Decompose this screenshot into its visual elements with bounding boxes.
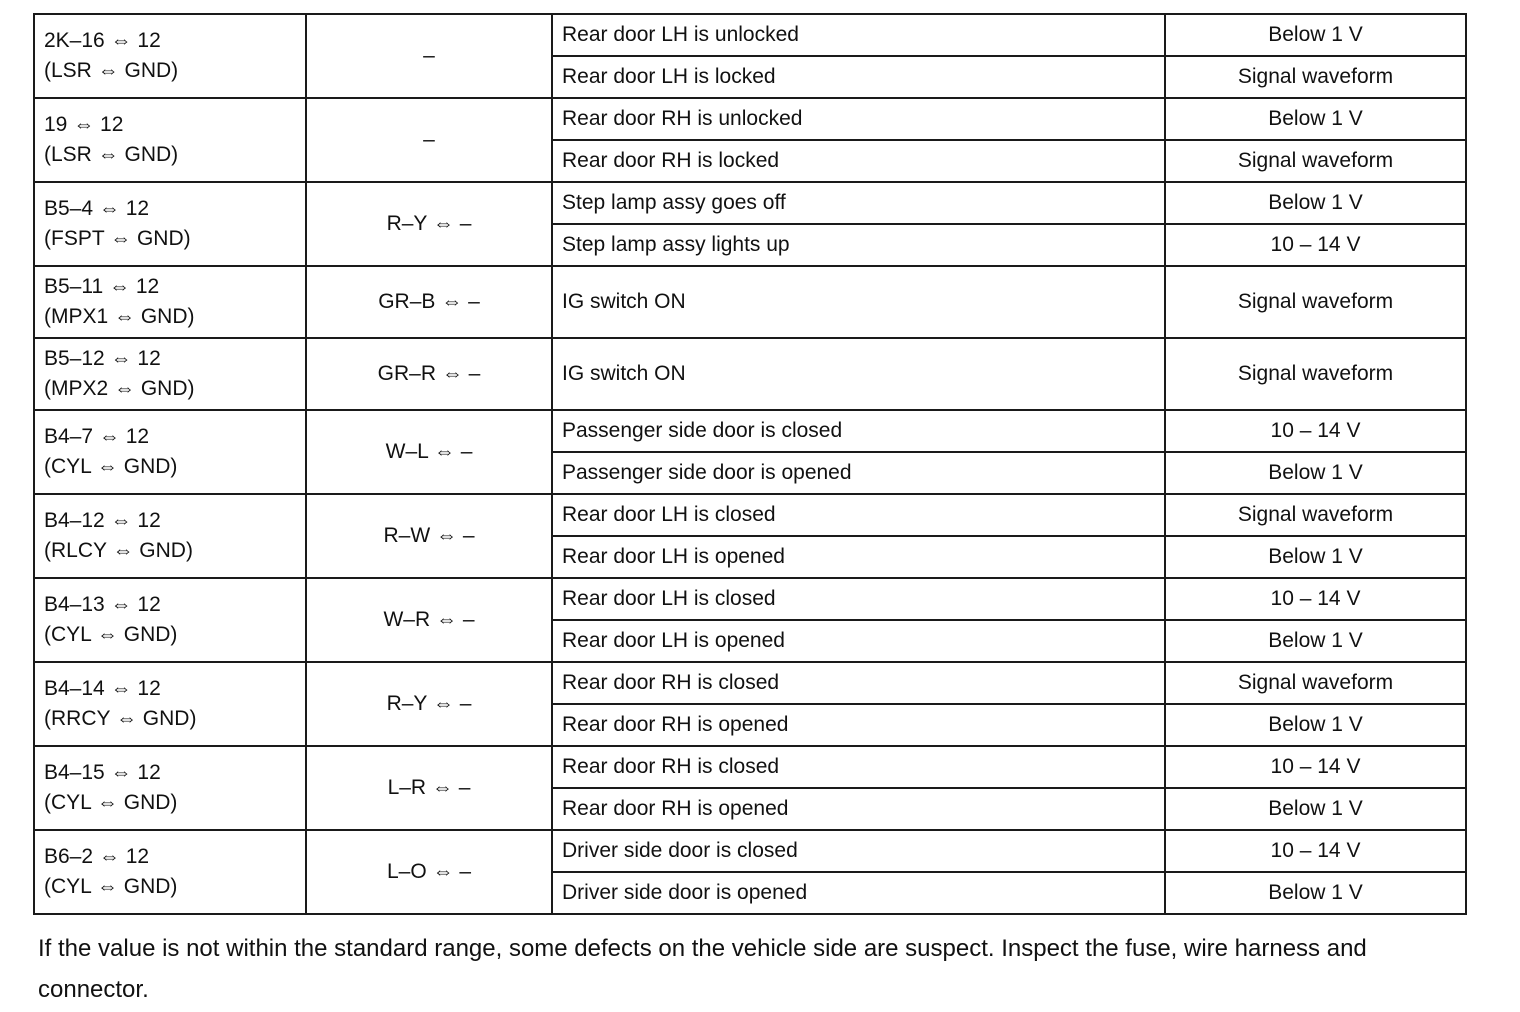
specified-condition-cell: Signal waveform xyxy=(1165,140,1466,182)
condition-cell: Rear door RH is locked xyxy=(552,140,1165,182)
table-row xyxy=(34,182,1466,224)
specified-condition-cell: Below 1 V xyxy=(1165,182,1466,224)
condition-cell: Rear door RH is closed xyxy=(552,746,1165,788)
condition-cell: Rear door RH is closed xyxy=(552,662,1165,704)
terminal-cell xyxy=(34,182,306,266)
wire-color-cell: L–R ⇔ – xyxy=(306,746,552,830)
condition-cell: Driver side door is opened xyxy=(552,872,1165,914)
wire-color-cell: – xyxy=(306,98,552,182)
wire-color-cell: GR–R ⇔ – xyxy=(306,338,552,410)
table-row xyxy=(34,410,1466,452)
table-row xyxy=(34,578,1466,620)
table-row xyxy=(34,746,1466,788)
terminal-cell xyxy=(34,338,306,410)
footnote-text: If the value is not within the standard range, some defects on the vehicle side are suspect. Inspect the fuse, wire harness and connector. xyxy=(38,935,1367,1003)
condition-cell: Passenger side door is closed xyxy=(552,410,1165,452)
table-row xyxy=(34,662,1466,704)
condition-cell: Rear door LH is closed xyxy=(552,578,1165,620)
specified-condition-cell: Below 1 V xyxy=(1165,452,1466,494)
wire-color-cell: W–R ⇔ – xyxy=(306,578,552,662)
specified-condition-cell: Below 1 V xyxy=(1165,536,1466,578)
condition-cell: Step lamp assy goes off xyxy=(552,182,1165,224)
specified-condition-cell: Signal waveform xyxy=(1165,338,1466,410)
terminal-description: (CYL ⇔ GND) xyxy=(44,791,178,814)
terminal-description: (RRCY ⇔ GND) xyxy=(44,707,197,730)
specified-condition-cell: 10 – 14 V xyxy=(1165,830,1466,872)
terminal-number: B6–2 ⇔ 12 xyxy=(44,845,150,868)
terminal-cell xyxy=(34,98,306,182)
terminal-cell xyxy=(34,662,306,746)
condition-cell: Rear door RH is opened xyxy=(552,788,1165,830)
wire-color-cell: – xyxy=(306,14,552,98)
wire-color-cell: GR–B ⇔ – xyxy=(306,266,552,338)
table-row xyxy=(34,266,1466,338)
terminal-number: 19 ⇔ 12 xyxy=(44,113,124,136)
condition-cell: Passenger side door is opened xyxy=(552,452,1165,494)
terminal-description: (LSR ⇔ GND) xyxy=(44,143,179,166)
terminal-number: B4–7 ⇔ 12 xyxy=(44,425,150,448)
wire-color-cell: R–W ⇔ – xyxy=(306,494,552,578)
specified-condition-cell: Below 1 V xyxy=(1165,872,1466,914)
specified-condition-cell: 10 – 14 V xyxy=(1165,410,1466,452)
table-row xyxy=(34,98,1466,140)
terminal-description: (FSPT ⇔ GND) xyxy=(44,227,191,250)
terminal-description: (CYL ⇔ GND) xyxy=(44,455,178,478)
terminal-number: B5–12 ⇔ 12 xyxy=(44,347,161,370)
wire-color-cell: R–Y ⇔ – xyxy=(306,662,552,746)
wire-color-cell: L–O ⇔ – xyxy=(306,830,552,914)
specified-condition-cell: Below 1 V xyxy=(1165,98,1466,140)
specified-condition-cell: 10 – 14 V xyxy=(1165,224,1466,266)
specified-condition-cell: Below 1 V xyxy=(1165,620,1466,662)
terminal-number: B5–4 ⇔ 12 xyxy=(44,197,150,220)
terminal-description: (LSR ⇔ GND) xyxy=(44,59,179,82)
condition-cell: Rear door LH is closed xyxy=(552,494,1165,536)
specified-condition-cell: Signal waveform xyxy=(1165,662,1466,704)
table-row xyxy=(34,494,1466,536)
terminal-number: B5–11 ⇔ 12 xyxy=(44,275,160,298)
condition-cell: Rear door RH is opened xyxy=(552,704,1165,746)
specified-condition-cell: Below 1 V xyxy=(1165,704,1466,746)
terminal-number: B4–14 ⇔ 12 xyxy=(44,677,161,700)
condition-cell: Rear door LH is unlocked xyxy=(552,14,1165,56)
terminal-number: B4–15 ⇔ 12 xyxy=(44,761,161,784)
specified-condition-cell: Signal waveform xyxy=(1165,266,1466,338)
terminal-description: (CYL ⇔ GND) xyxy=(44,623,178,646)
condition-cell: Rear door LH is opened xyxy=(552,620,1165,662)
terminal-cell xyxy=(34,830,306,914)
specified-condition-cell: 10 – 14 V xyxy=(1165,578,1466,620)
terminal-number: B4–12 ⇔ 12 xyxy=(44,509,161,532)
terminal-cell xyxy=(34,578,306,662)
table-body xyxy=(34,14,1466,914)
terminal-cell xyxy=(34,494,306,578)
terminal-description: (MPX2 ⇔ GND) xyxy=(44,377,195,400)
wire-color-cell: W–L ⇔ – xyxy=(306,410,552,494)
terminal-cell xyxy=(34,746,306,830)
specified-condition-cell: Signal waveform xyxy=(1165,494,1466,536)
condition-cell: Rear door LH is locked xyxy=(552,56,1165,98)
condition-cell: Rear door RH is unlocked xyxy=(552,98,1165,140)
condition-cell: Driver side door is closed xyxy=(552,830,1165,872)
terminal-description: (RLCY ⇔ GND) xyxy=(44,539,193,562)
table-row xyxy=(34,830,1466,872)
condition-cell: Step lamp assy lights up xyxy=(552,224,1165,266)
table-row xyxy=(34,338,1466,410)
terminal-description: (CYL ⇔ GND) xyxy=(44,875,178,898)
terminal-number: B4–13 ⇔ 12 xyxy=(44,593,161,616)
terminal-number: 2K–16 ⇔ 12 xyxy=(44,29,161,52)
specified-condition-cell: Below 1 V xyxy=(1165,14,1466,56)
terminal-cell xyxy=(34,14,306,98)
specified-condition-cell: 10 – 14 V xyxy=(1165,746,1466,788)
specified-condition-cell: Signal waveform xyxy=(1165,56,1466,98)
specified-condition-cell: Below 1 V xyxy=(1165,788,1466,830)
condition-cell: IG switch ON xyxy=(552,266,1165,338)
terminal-description: (MPX1 ⇔ GND) xyxy=(44,305,195,328)
table-row xyxy=(34,14,1466,56)
condition-cell: Rear door LH is opened xyxy=(552,536,1165,578)
terminal-cell xyxy=(34,410,306,494)
terminal-inspection-table xyxy=(33,13,1467,915)
condition-cell: IG switch ON xyxy=(552,338,1165,410)
terminal-cell xyxy=(34,266,306,338)
wire-color-cell: R–Y ⇔ – xyxy=(306,182,552,266)
